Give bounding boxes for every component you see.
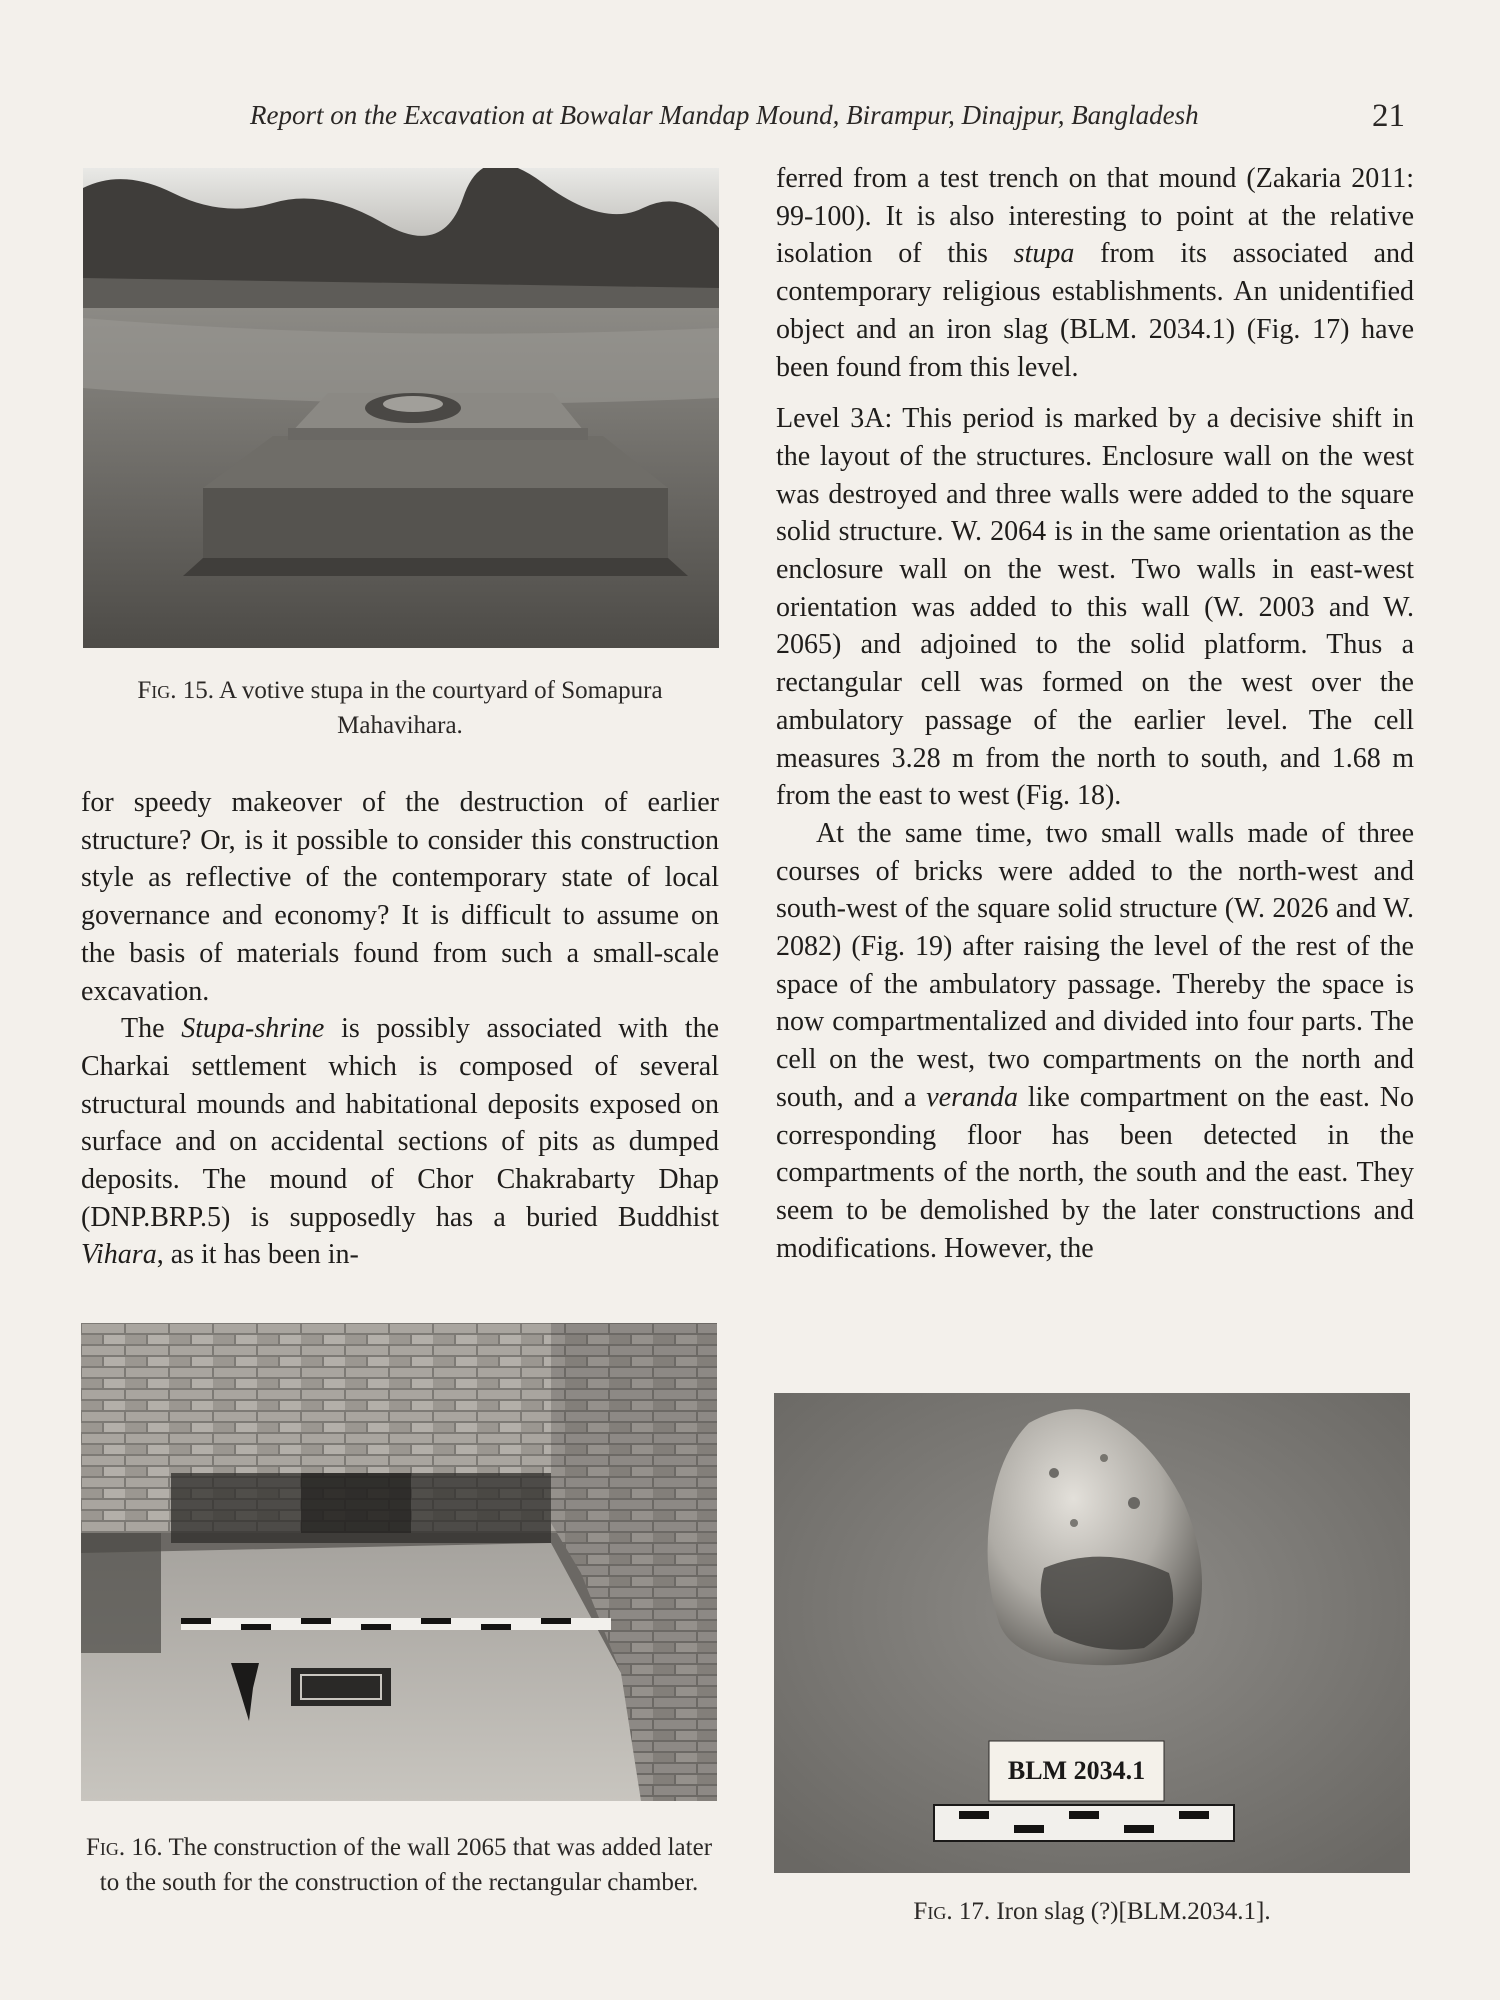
page-number: 21 bbox=[1372, 98, 1405, 134]
fig15-photo bbox=[83, 168, 719, 648]
iron-slag-illustration bbox=[774, 1393, 1410, 1873]
left-paragraph-1: for speedy makeover of the destruction of earlier structure? Or, is it possible to consider this construction style as reflective of the contemporary state of local governance and economy? It is difficult to assume on the basis of materials found from such a small-scale excavation. bbox=[81, 787, 719, 1007]
fig15-caption bbox=[120, 673, 680, 743]
fig17-photo bbox=[774, 1393, 1410, 1873]
fig16-photo bbox=[81, 1323, 717, 1801]
fig16-label: Fig. 16. bbox=[85, 1834, 163, 1861]
fig17-label: Fig. 17. bbox=[913, 1898, 991, 1925]
fig15-caption-text: A votive stupa in the courtyard of Somapura Mahavihara. bbox=[218, 677, 663, 739]
fig17-caption bbox=[776, 1894, 1408, 1929]
fig17-caption-text: Iron slag (?)[BLM.2034.1]. bbox=[996, 1898, 1271, 1925]
brick-chamber-illustration bbox=[81, 1323, 717, 1801]
stupa-illustration bbox=[83, 168, 719, 648]
fig16-caption bbox=[84, 1830, 714, 1900]
left-paragraph-2: The Stupa-shrine is possibly associated with the Charkai settlement which is composed of several structural mounds and habitational deposits exposed on surface and on accidental sections of pits as dumped deposits. The mound of Chor Chakrabarty Dhap (DNP.BRP.5) is supposedly has a buried Buddhist Vihara, as it has been in- bbox=[81, 1013, 720, 1271]
right-column bbox=[776, 160, 1414, 1267]
running-title: Report on the Excavation at Bowalar Mandap Mound, Birampur, Dinajpur, Bangladesh bbox=[250, 100, 1199, 130]
right-paragraph-3: At the same time, two small walls made of three courses of bricks were added to the north-west and south-west of the square solid structure (W. 2026 and W. 2082) (Fig. 19) after raising the level of the rest of the space of the ambulatory passage. Thereby the space is now compartmentalized and divided into four parts. The cell on the west, two compartments on the north and south, and a veranda like compartment on the east. No corresponding floor has been detected in the compartments of the north, the south and the east. They seem to be demolished by the later constructions and modifications. However, the bbox=[776, 817, 1415, 1264]
fig15-label: Fig. 15. bbox=[137, 677, 215, 704]
fig16-caption-text: The construction of the wall 2065 that was added later to the south for the construction of the rectangular chamber. bbox=[99, 1834, 713, 1896]
left-column bbox=[81, 784, 719, 1274]
right-paragraph-1: ferred from a test trench on that mound (Zakaria 2011: 99-100). It is also interesting to point at the relative isolation of this stupa from its associated and contemporary religious establishments. An unidentified object and an iron slag (BLM. 2034.1) (Fig. 17) have been found from this level. bbox=[776, 163, 1414, 383]
right-paragraph-2: Level 3A: This period is marked by a decisive shift in the layout of the structures. Enclosure wall on the west was destroyed and three walls were added to the square solid structure. W. 2064 is in the same orientation as the enclosure wall on the west. Two walls in east-west orientation was added to this wall (W. 2003 and W. 2065) and adjoined to the solid platform. Thus a rectangular cell was formed on the west over the ambulatory passage of the earlier level. The cell measures 3.28 m from the north to south, and 1.68 m from the east to west (Fig. 18). bbox=[776, 403, 1414, 812]
blm-tag-label: BLM 2034.1 bbox=[1007, 1756, 1146, 1785]
